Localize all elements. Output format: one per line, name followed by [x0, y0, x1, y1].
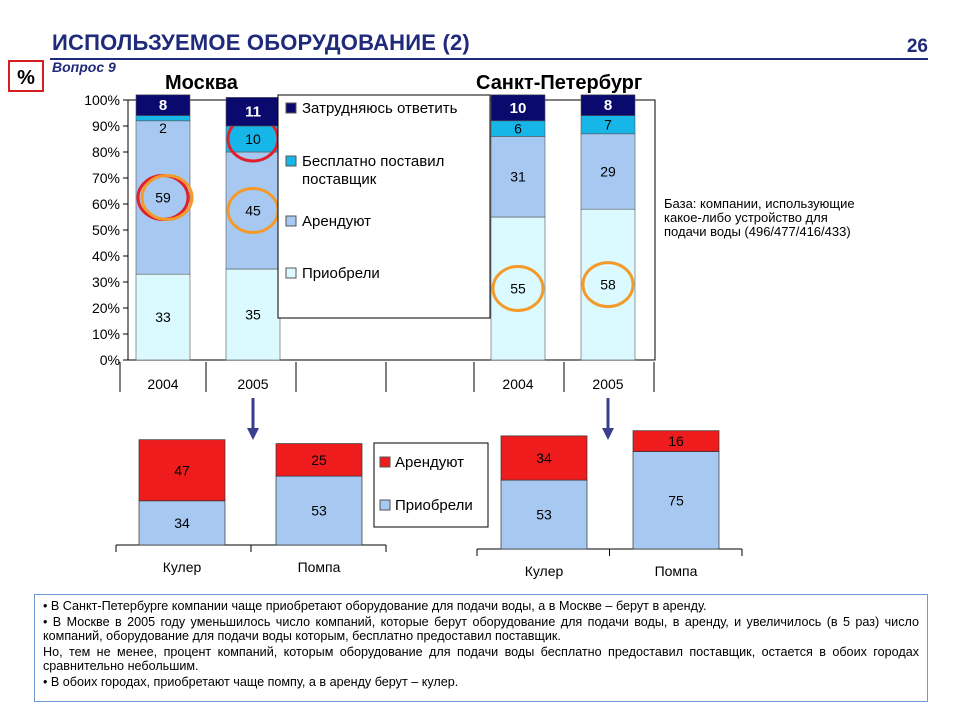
data-label: 2 [159, 119, 167, 136]
y-tick-label: 0% [99, 352, 120, 368]
page-title: ИСПОЛЬЗУЕМОЕ ОБОРУДОВАНИЕ (2) [52, 30, 470, 55]
data-label: 29 [600, 163, 616, 180]
lower-data-label: 25 [311, 451, 327, 468]
lower-data-label: 34 [174, 514, 190, 531]
y-tick-label: 60% [91, 196, 120, 212]
lower-data-label: 34 [536, 450, 552, 466]
y-tick-label: 80% [91, 144, 120, 160]
bullet-text: • В обоих городах, приобретают чаще помпу, а в аренду берут – кулер. [43, 675, 459, 689]
legend-label: Затрудняюсь ответить [302, 100, 458, 117]
data-label: 8 [158, 97, 168, 115]
x-tick-label: 2004 [147, 376, 179, 392]
data-label: 35 [245, 306, 261, 323]
lower-x-label: Кулер [162, 559, 202, 575]
legend-box [278, 95, 490, 318]
legend-label: Бесплатно поставил [302, 153, 445, 170]
y-tick-label: 10% [91, 326, 120, 342]
legend-label: Приобрели [302, 265, 380, 282]
arrow-down-head [602, 428, 614, 440]
lower-data-label: 53 [311, 502, 327, 519]
lower-x-label: Помпа [654, 563, 698, 579]
data-label: 11 [245, 103, 261, 121]
base-note-line: какое-либо устройство для [664, 210, 828, 225]
data-label: 55 [510, 280, 526, 297]
y-tick-label: 90% [91, 118, 120, 134]
lower-x-label: Помпа [297, 559, 341, 575]
lower-legend-swatch [380, 500, 390, 510]
city-label-spb: Санкт-Петербург [476, 72, 643, 94]
x-tick-label: 2005 [592, 376, 624, 392]
data-label: 10 [509, 99, 527, 117]
lower-data-label: 53 [536, 506, 552, 523]
legend-swatch [286, 216, 296, 226]
y-tick-label: 50% [91, 222, 120, 238]
data-label: 59 [155, 189, 171, 206]
conclusions-box [34, 594, 928, 702]
data-label: 10 [245, 131, 261, 147]
y-tick-label: 100% [84, 92, 120, 108]
y-tick-label: 30% [91, 274, 120, 290]
data-label: 45 [245, 202, 261, 219]
lower-legend-swatch [380, 457, 390, 467]
x-tick-label: 2005 [237, 376, 269, 392]
lower-legend-label: Приобрели [395, 497, 473, 514]
y-tick-label: 40% [91, 248, 120, 264]
y-tick-label: 70% [91, 170, 120, 186]
base-note-line: База: компании, использующие [664, 196, 855, 211]
x-tick-label: 2004 [502, 376, 534, 392]
data-label: 31 [510, 168, 526, 185]
y-tick-label: 20% [91, 300, 120, 316]
city-label-moscow: Москва [165, 72, 238, 94]
lower-x-label: Кулер [524, 563, 564, 579]
percent-badge: % [8, 60, 44, 92]
data-label: 7 [604, 116, 612, 133]
legend-swatch [286, 268, 296, 278]
lower-data-label: 16 [668, 433, 684, 450]
legend-label: Арендуют [302, 213, 372, 230]
lower-legend-label: Арендуют [395, 454, 465, 471]
bullet-text: Но, тем не менее, процент компаний, которым оборудование для подачи воды бесплатно предоставил поставщик, остается в обоих городах сравнительно небольшим. [43, 645, 919, 673]
data-label: 58 [600, 276, 616, 293]
page-number: 26 [906, 36, 928, 57]
lower-data-label: 47 [174, 462, 190, 479]
data-label: 33 [155, 309, 171, 326]
question-label: Вопрос 9 [52, 59, 116, 75]
bullet-text: • В Москве в 2005 году уменьшилось число компаний, которые берут оборудование для подачи воды, в аренду, и увеличилось (в 5 раз) число компаний, оборудование для подачи воды которым, бесплатно предоставил поставщик. [43, 615, 919, 643]
base-note-line: подачи воды (496/477/416/433) [664, 224, 851, 239]
bullet-text: • В Санкт-Петербурге компании чаще приобретают оборудование для подачи воды, а в Москве – берут в аренду. [43, 599, 707, 613]
arrow-down-head [247, 428, 259, 440]
legend-swatch [286, 156, 296, 166]
legend-label: поставщик [302, 171, 377, 188]
lower-data-label: 75 [668, 492, 684, 509]
data-label: 6 [514, 120, 522, 137]
legend-swatch [286, 103, 296, 113]
data-label: 8 [603, 97, 613, 115]
